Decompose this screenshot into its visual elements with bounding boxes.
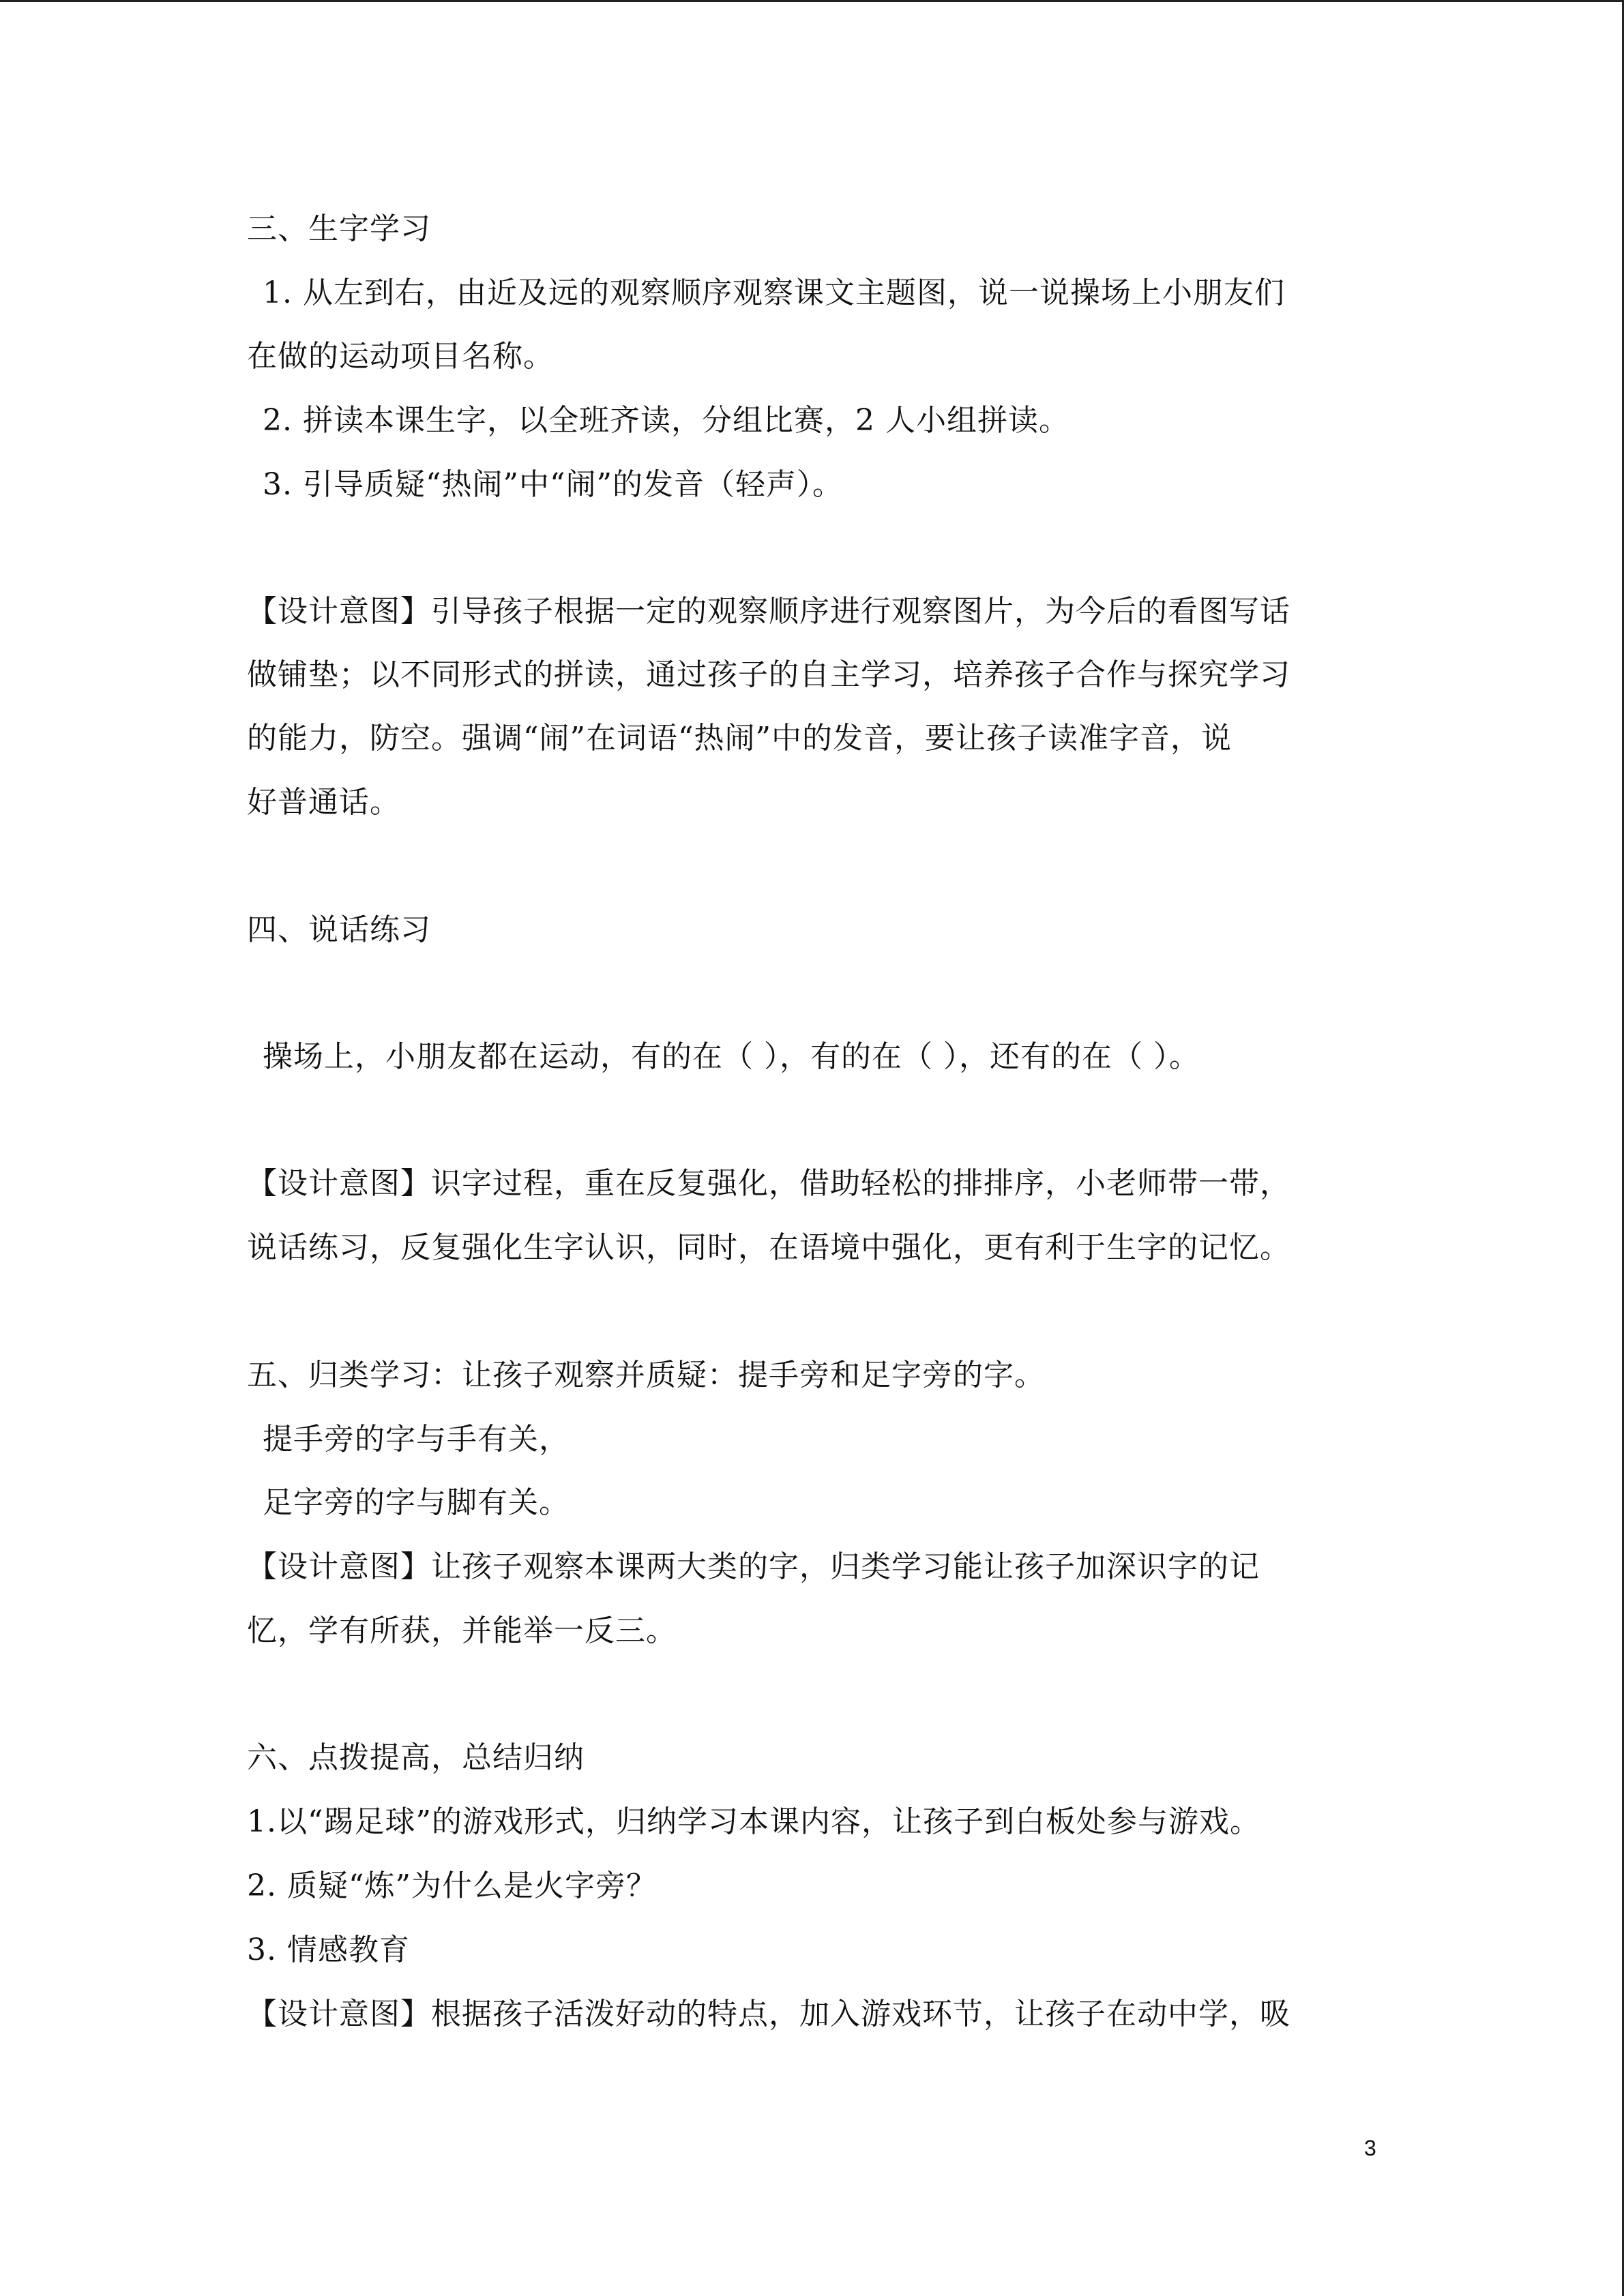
section-heading-3: 三、生字学习 [247,211,431,246]
design-intent-3-line-2: 做铺垫；以不同形式的拼读，通过孩子的自主学习，培养孩子合作与探究学习 [247,657,1290,692]
list-item-3-1-cont: 在做的运动项目名称。 [247,339,554,374]
design-intent-4-line-1: 【设计意图】识字过程，重在反复强化，借助轻松的排排序，小老师带一带， [247,1166,1290,1201]
radical-note-hand: 提手旁的字与手有关， [263,1422,570,1457]
list-item-6-1: 1.以“踢足球”的游戏形式，归纳学习本课内容，让孩子到白板处参与游戏。 [247,1804,1260,1839]
design-intent-3-line-1: 【设计意图】引导孩子根据一定的观察顺序进行观察图片，为今后的看图写话 [247,594,1290,629]
list-item-3-1: 1. 从左到右，由近及远的观察顺序观察课文主题图，说一说操场上小朋友们 [263,275,1285,310]
design-intent-5-line-1: 【设计意图】让孩子观察本课两大类的字，归类学习能让孩子加深识字的记 [247,1549,1260,1584]
section-heading-6: 六、点拨提高，总结归纳 [247,1740,585,1775]
speaking-exercise-sentence: 操场上，小朋友都在运动，有的在（ ），有的在（ ），还有的在（ ）。 [263,1039,1200,1074]
design-intent-5-line-2: 忆，学有所获，并能举一反三。 [247,1613,677,1648]
design-intent-3-line-4: 好普通话。 [247,785,400,820]
page-number: 3 [1364,2136,1376,2160]
radical-note-foot: 足字旁的字与脚有关。 [263,1485,570,1520]
design-intent-6-line-1: 【设计意图】根据孩子活泼好动的特点，加入游戏环节，让孩子在动中学，吸 [247,1997,1290,2031]
design-intent-3-line-3: 的能力，防空。强调“闹”在词语“热闹”中的发音，要让孩子读准字音，说 [247,721,1232,756]
design-intent-4-line-2: 说话练习，反复强化生字认识，同时，在语境中强化，更有利于生字的记忆。 [247,1230,1290,1265]
page-top-border [0,0,1624,2]
list-item-3-2: 2. 拼读本课生字，以全班齐读，分组比赛，2 人小组拼读。 [263,403,1069,438]
list-item-3-3: 3. 引导质疑“热闹”中“闹”的发音（轻声）。 [263,467,843,502]
section-heading-5: 五、归类学习：让孩子观察并质疑：提手旁和足字旁的字。 [247,1358,1045,1392]
list-item-6-2: 2. 质疑“炼”为什么是火字旁？ [247,1868,657,1903]
section-heading-4: 四、说话练习 [247,912,431,947]
list-item-6-3: 3. 情感教育 [247,1933,410,1967]
